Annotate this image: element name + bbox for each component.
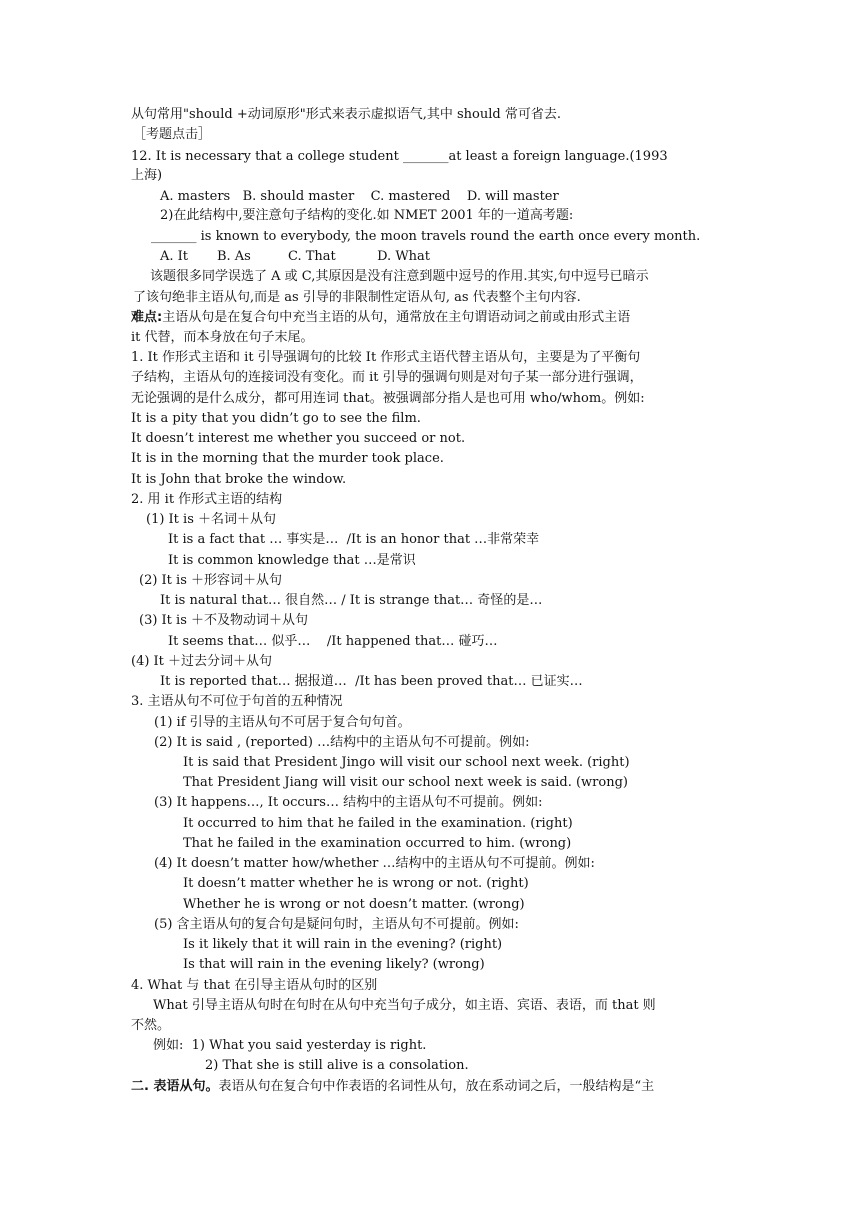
text-line: (3) It is ＋不及物动词＋从句 xyxy=(139,613,309,628)
text-line: ［考题点击］ xyxy=(133,127,212,142)
text-line: 子结构，主语从句的连接词没有变化。而 it 引导的强调句则是对句子某一部分进行强调， xyxy=(131,370,643,385)
text-line: (2) It is said , (reported) …结构中的主语从句不可提前。例如: xyxy=(154,735,530,750)
text-line: 1. It 作形式主语和 it 引导强调句的比较 It 作形式主语代替主语从句，主要是为了平衡句 xyxy=(131,350,641,365)
text-line: 无论强调的是什么成分，都可用连词 that。被强调部分指人是也可用 who/whom。例如: xyxy=(131,391,645,406)
text-line: (1) if 引导的主语从句不可居于复合句句首。 xyxy=(154,715,411,730)
text-line: Whether he is wrong or not doesn’t matter. (wrong) xyxy=(183,897,525,912)
text-line: it 代替，而本身放在句子末尾。 xyxy=(131,330,314,345)
text-line: It doesn’t matter whether he is wrong or not. (right) xyxy=(183,876,529,891)
text-line: Is it likely that it will rain in the evening? (right) xyxy=(183,937,503,952)
text-line: 3. 主语从句不可位于句首的五种情况 xyxy=(131,694,343,709)
text-line: 2)在此结构中,要注意句子结构的变化.如 NMET 2001 年的一道高考题: xyxy=(160,208,574,223)
text-line: It is common knowledge that …是常识 xyxy=(168,553,416,568)
text-line: It occurred to him that he failed in the examination. (right) xyxy=(183,816,573,831)
section-two-label: 二. 表语从句。 xyxy=(131,1079,219,1094)
text-line: It is a fact that … 事实是… /It is an honor that …非常荣幸 xyxy=(168,532,540,547)
text-line: It doesn’t interest me whether you succeed or not. xyxy=(131,431,466,446)
text-line: (4) It doesn’t matter how/whether …结构中的主语从句不可提前。例如: xyxy=(154,856,595,871)
text-line: 2. 用 it 作形式主语的结构 xyxy=(131,492,283,507)
text-line: Is that will rain in the evening likely? (wrong) xyxy=(183,957,485,972)
text-line: _______ is known to everybody, the moon travels round the earth once every month. xyxy=(151,229,701,244)
text-line: 从句常用"should +动词原形"形式来表示虚拟语气,其中 should 常可省去. xyxy=(131,107,561,122)
text-line: (5) 含主语从句的复合句是疑问句时，主语从句不可提前。例如: xyxy=(154,917,519,932)
difficulty-paragraph: 难点:主语从句是在复合句中充当主语的从句，通常放在主句谓语动词之前或由形式主语 xyxy=(131,310,631,325)
text-line: 2) That she is still alive is a consolation. xyxy=(205,1058,469,1073)
text-line: It is in the morning that the murder took place. xyxy=(131,451,444,466)
text-line: (2) It is ＋形容词＋从句 xyxy=(139,573,283,588)
text-line: It is said that President Jingo will visit our school next week. (right) xyxy=(183,755,630,770)
text-line: 不然。 xyxy=(131,1018,171,1033)
text-line: That he failed in the examination occurred to him. (wrong) xyxy=(183,836,572,851)
text-line: (1) It is ＋名词＋从句 xyxy=(146,512,277,527)
text-line: 例如: 1) What you said yesterday is right. xyxy=(153,1038,427,1053)
section-two-paragraph: 二. 表语从句。表语从句在复合句中作表语的名词性从句，放在系动词之后，一般结构是“主 xyxy=(131,1079,655,1094)
text-line: That President Jiang will visit our school next week is said. (wrong) xyxy=(183,775,628,790)
text-line: It seems that… 似乎… /It happened that… 碰巧… xyxy=(168,634,498,649)
text-line: A. It B. As C. That D. What xyxy=(160,249,431,264)
text-line: 上海) xyxy=(131,168,163,183)
text-line: It is a pity that you didn’t go to see the film. xyxy=(131,411,421,426)
text-line: A. masters B. should master C. mastered D. will master xyxy=(160,189,559,204)
text-line: 12. It is necessary that a college student _______at least a foreign language.(1993 xyxy=(131,149,668,164)
text-line: 该题很多同学误选了 A 或 C,其原因是没有注意到题中逗号的作用.其实,句中逗号已暗示 xyxy=(150,269,649,284)
text-line: (4) It ＋过去分词＋从句 xyxy=(131,654,273,669)
text-line: 4. What 与 that 在引导主语从句时的区别 xyxy=(131,978,378,993)
text-line: What 引导主语从句时在句时在从句中充当句子成分，如主语、宾语、表语，而 that 则 xyxy=(153,998,656,1013)
difficulty-label: 难点: xyxy=(131,310,163,325)
text-line: It is John that broke the window. xyxy=(131,472,347,487)
text-line: 了该句绝非主语从句,而是 as 引导的非限制性定语从句, as 代表整个主句内容. xyxy=(133,290,581,305)
text-line: It is natural that… 很自然… / It is strange that… 奇怪的是… xyxy=(160,593,543,608)
text-line: It is reported that… 据报道… /It has been proved that… 已证实… xyxy=(160,674,583,689)
text-line: (3) It happens…, It occurs… 结构中的主语从句不可提前。例如: xyxy=(154,795,543,810)
